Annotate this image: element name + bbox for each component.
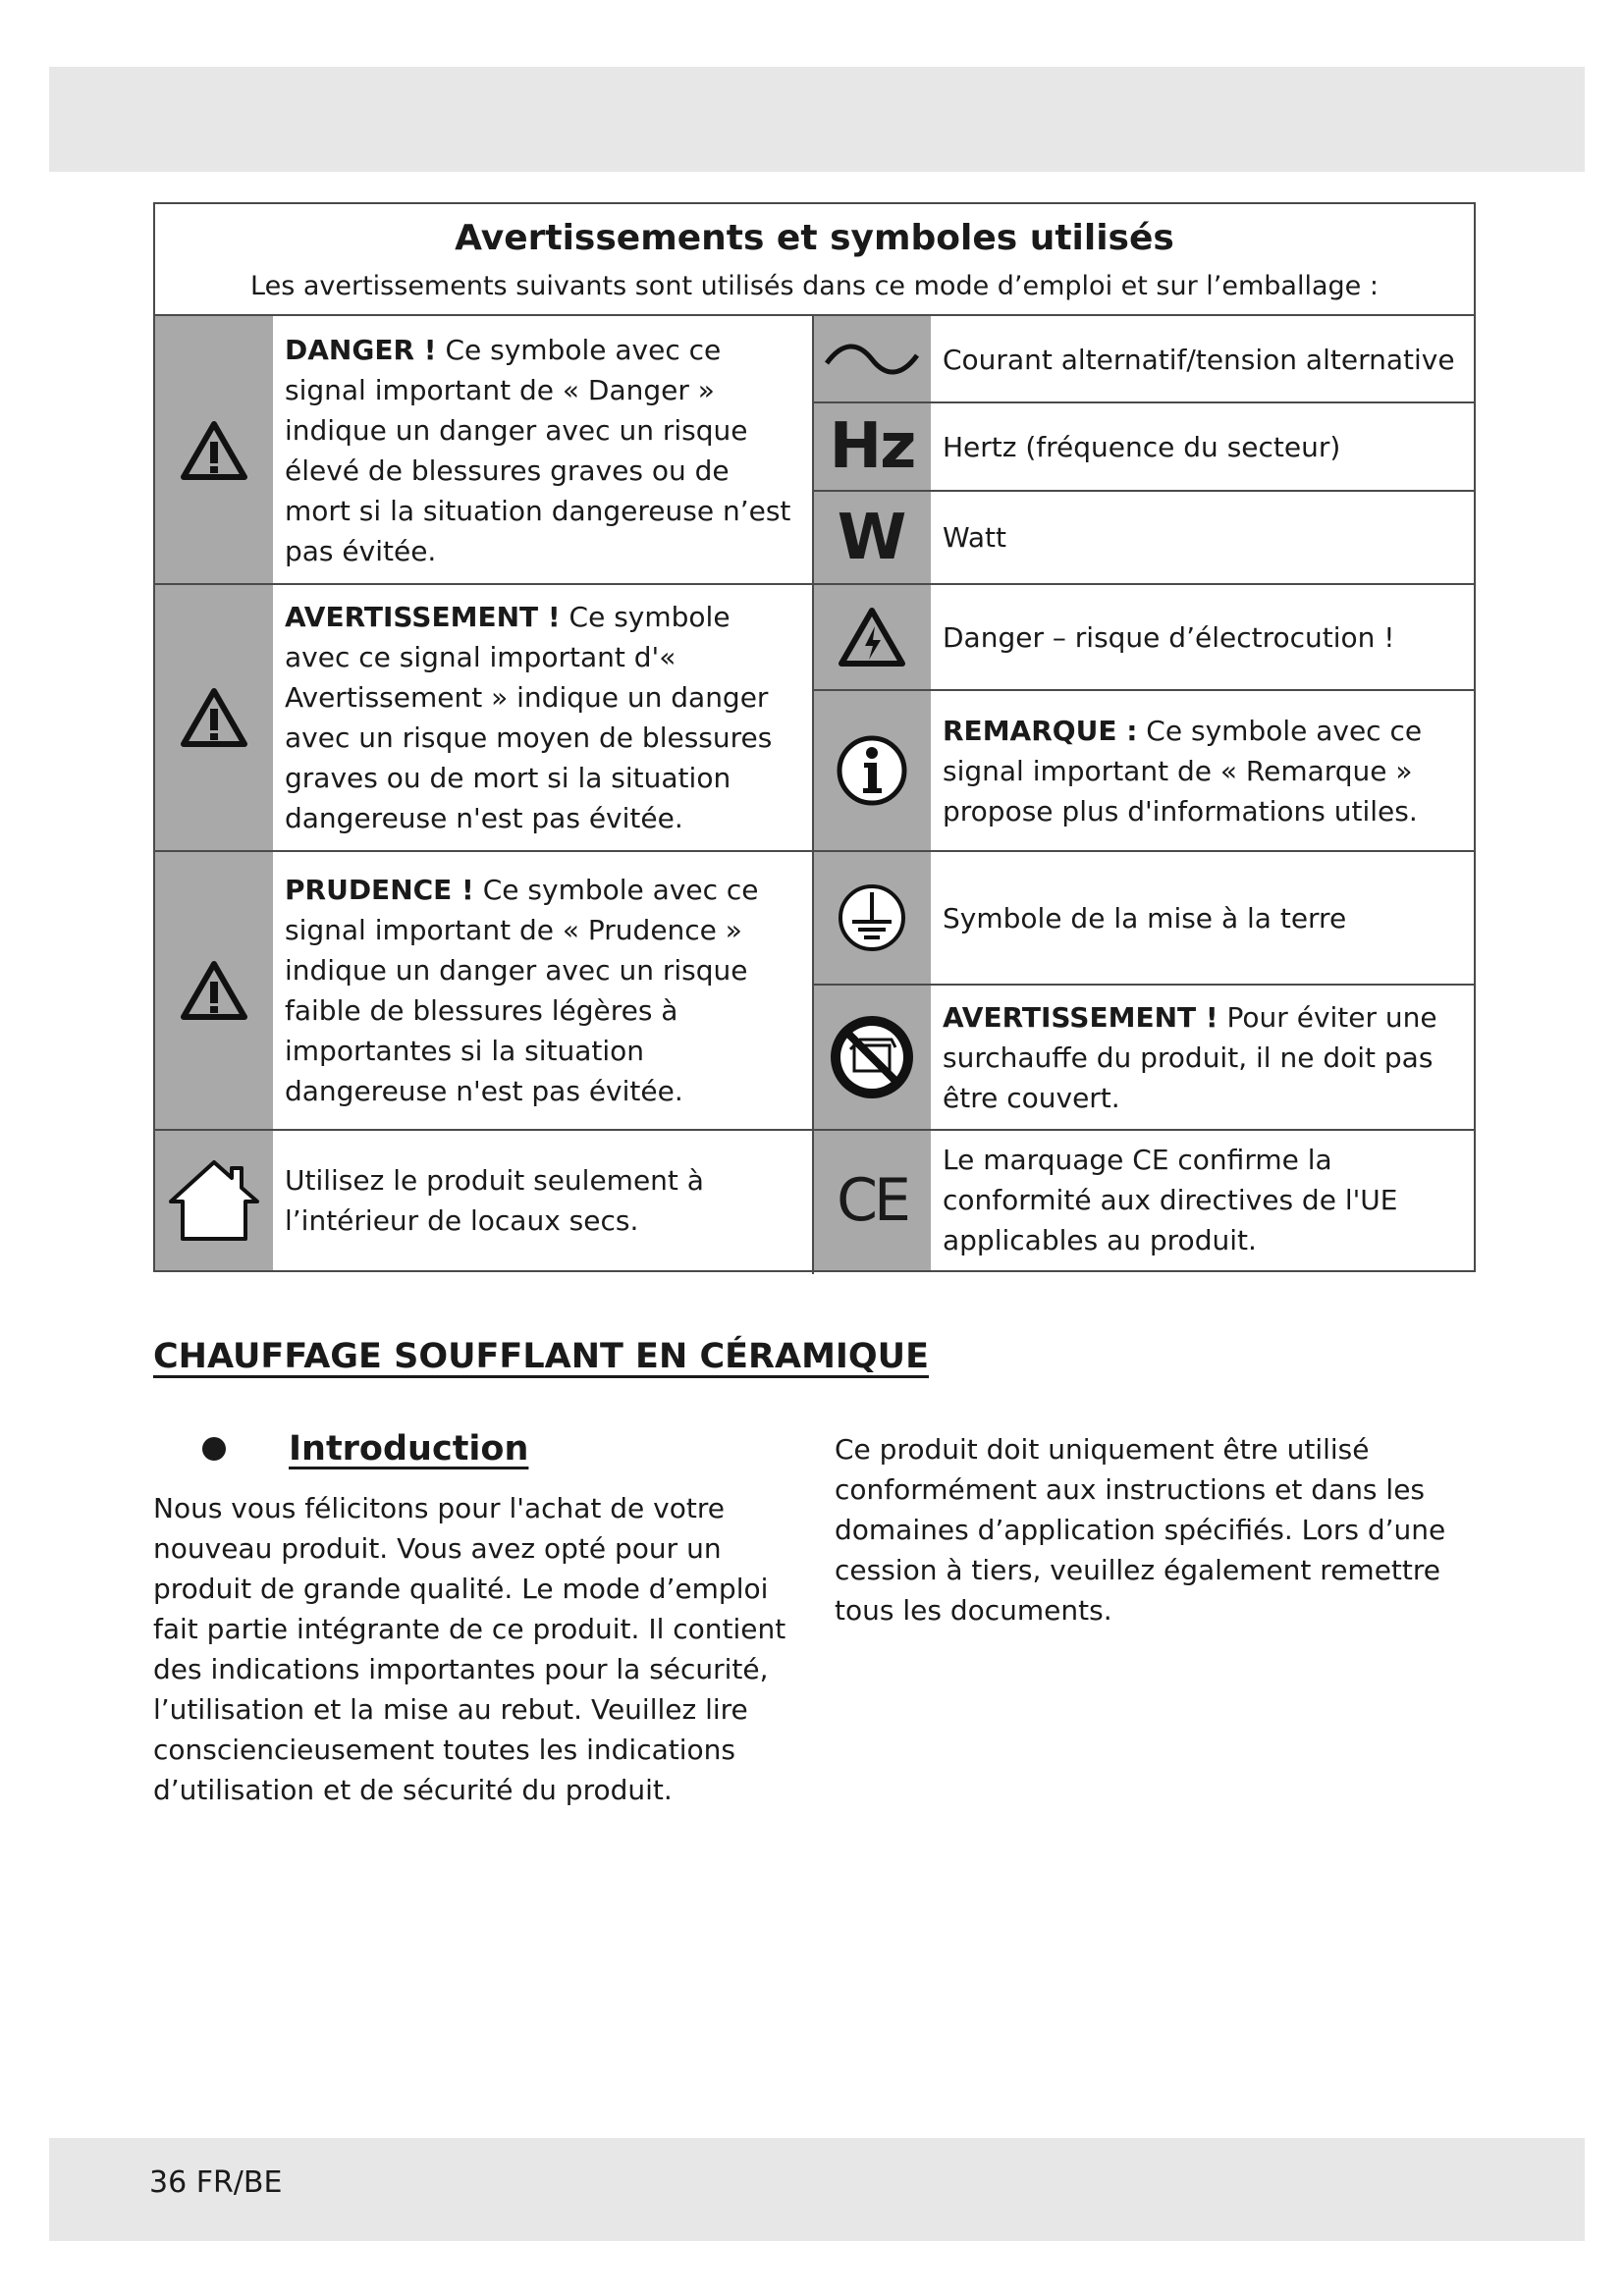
section-title: CHAUFFAGE SOUFFLANT EN CÉRAMIQUE xyxy=(153,1337,930,1376)
row-divider xyxy=(813,689,1474,691)
caution-label: PRUDENCE ! xyxy=(285,874,474,906)
watt-icon-cell xyxy=(813,491,931,584)
row-divider xyxy=(155,1129,813,1131)
info-icon xyxy=(835,733,909,808)
introduction-title: Introduction xyxy=(289,1429,529,1468)
ce-icon-cell xyxy=(813,1130,931,1270)
row-divider xyxy=(813,583,1474,585)
remark-label: REMARQUE : xyxy=(943,714,1138,747)
shock-icon-cell xyxy=(813,584,931,690)
nocover-icon-cell xyxy=(813,985,931,1130)
table-subtitle: Les avertissements suivants sont utilisés dans ce mode d’emploi et sur l’emballage : xyxy=(250,271,1379,301)
ce-mark-icon: CE xyxy=(837,1165,907,1235)
ac-icon-cell xyxy=(813,316,931,402)
intro-paragraph-right: Ce produit doit uniquement être utilisé conformément aux instructions et dans les domaines d’application spécifiés. Lors d’une cession à tiers, veuillez également remettre tous les documents. xyxy=(835,1433,1446,1627)
row-divider xyxy=(813,984,1474,986)
header-band xyxy=(49,67,1585,172)
alternating-current-icon xyxy=(823,340,921,379)
indoor-text: Utilisez le produit seulement à l’intérieur de locaux secs. xyxy=(285,1163,704,1237)
warning-text: AVERTISSEMENT ! Ce symbole avec ce signal important d'« Avertissement » indique un danger avec un risque moyen de blessures graves ou de mort si la situation dangereuse n'est pas évitée. xyxy=(285,601,773,834)
info-icon-cell xyxy=(813,690,931,851)
row-divider xyxy=(813,850,1474,852)
do-not-cover-icon xyxy=(827,1012,917,1102)
row-divider xyxy=(155,850,813,852)
introduction-heading xyxy=(202,1429,528,1468)
indoor-icon-cell xyxy=(155,1130,273,1270)
remark-text: REMARQUE : Ce symbole avec ce signal important de « Remarque » propose plus d'informations utiles. xyxy=(943,714,1423,828)
table-title: Avertissements et symboles utilisés xyxy=(455,218,1174,258)
table-header xyxy=(155,204,1474,316)
caution-text: PRUDENCE ! Ce symbole avec ce signal important de « Prudence » indique un danger avec un risque faible de blessures légères à importantes si la situation dangereuse n'est pas évitée. xyxy=(285,874,759,1107)
nocover-label: AVERTISSEMENT ! xyxy=(943,1000,1218,1034)
row-divider xyxy=(813,490,1474,492)
hertz-icon: Hz xyxy=(829,410,915,483)
warning-icon-cell xyxy=(155,584,273,851)
shock-text: Danger – risque d’électrocution ! xyxy=(943,620,1395,654)
row-divider xyxy=(813,1129,1474,1131)
bullet-icon xyxy=(202,1437,226,1461)
warning-triangle-icon xyxy=(180,420,248,481)
hz-text: Hertz (fréquence du secteur) xyxy=(943,430,1341,463)
danger-icon-cell xyxy=(155,316,273,584)
symbols-table xyxy=(153,202,1476,1272)
row-divider xyxy=(813,401,1474,403)
warning-label: AVERTISSEMENT ! xyxy=(285,601,561,633)
danger-text: DANGER ! Ce symbole avec ce signal important de « Danger » indique un danger avec un risque élevé de blessures graves ou de mort si la situation dangereuse n’est pas évitée. xyxy=(285,333,791,567)
caution-icon-cell xyxy=(155,851,273,1130)
warning-triangle-icon xyxy=(180,687,248,748)
watt-text: Watt xyxy=(943,521,1007,554)
ac-text: Courant alternatif/tension alternative xyxy=(943,343,1455,376)
hz-icon-cell xyxy=(813,402,931,491)
ground-text: Symbole de la mise à la terre xyxy=(943,901,1347,934)
page-number: 36 FR/BE xyxy=(149,2165,283,2200)
danger-label: DANGER ! xyxy=(285,333,437,366)
row-divider xyxy=(155,583,813,585)
ground-icon-cell xyxy=(813,851,931,985)
electric-shock-icon xyxy=(838,607,906,667)
intro-paragraph-left: Nous vous félicitons pour l'achat de votre nouveau produit. Vous avez opté pour un produit de grande qualité. Le mode d’emploi fait partie intégrante de ce produit. Il contient des indications importantes pour la sécurité, l’utilisation et la mise au rebut. Veuillez lire consciencieusement toutes les indications d’utilisation et de sécurité du produit. xyxy=(153,1492,786,1806)
earth-ground-icon xyxy=(837,882,907,953)
nocover-text: AVERTISSEMENT ! Pour éviter une surchauffe du produit, il ne doit pas être couvert. xyxy=(943,1000,1437,1114)
ce-text: Le marquage CE confirme la conformité aux directives de l'UE applicables au produit. xyxy=(943,1144,1398,1256)
house-icon xyxy=(167,1158,261,1243)
warning-triangle-icon xyxy=(180,960,248,1021)
watt-icon: W xyxy=(837,501,907,574)
